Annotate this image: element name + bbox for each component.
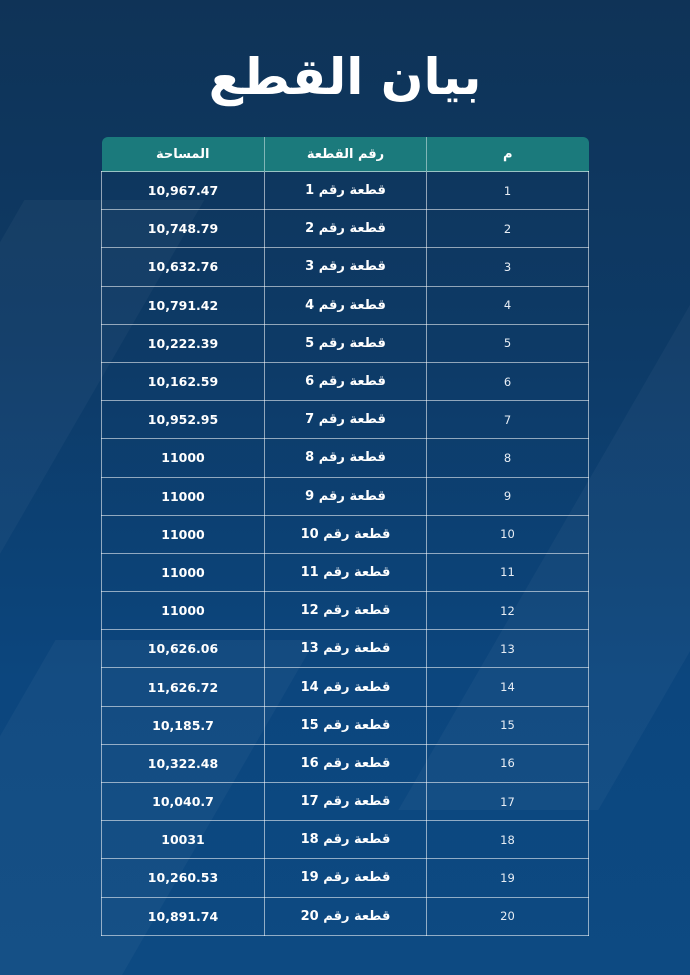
row-index: 13 [427,630,589,668]
row-index: 14 [427,668,589,706]
row-index: 11 [427,553,589,591]
table-row [102,401,589,439]
row-area: 10,185.7 [102,706,265,744]
row-area: 11000 [102,592,265,630]
row-plot-number: قطعة رقم 3 [265,248,427,286]
table-row [102,248,589,286]
page-title: بيان القطع [208,48,482,106]
row-index: 19 [427,859,589,897]
row-index: 4 [427,286,589,324]
row-index: 3 [427,248,589,286]
row-plot-number: قطعة رقم 20 [265,897,427,935]
row-index: 17 [427,783,589,821]
row-index: 15 [427,706,589,744]
row-plot-number: قطعة رقم 15 [265,706,427,744]
row-plot-number: قطعة رقم 19 [265,859,427,897]
row-plot-number: قطعة رقم 2 [265,210,427,248]
row-area: 10,162.59 [102,362,265,400]
row-index: 2 [427,210,589,248]
row-index: 12 [427,592,589,630]
row-index: 18 [427,821,589,859]
row-index: 10 [427,515,589,553]
table-row [102,859,589,897]
row-area: 10,967.47 [102,172,265,210]
table-body [102,172,589,936]
row-area: 10,632.76 [102,248,265,286]
row-area: 11000 [102,553,265,591]
header-plot-number: رقم القطعة [265,137,427,172]
table-row [102,897,589,935]
header-area: المساحة [102,137,265,172]
row-plot-number: قطعة رقم 11 [265,553,427,591]
table-row [102,324,589,362]
row-plot-number: قطعة رقم 8 [265,439,427,477]
row-index: 7 [427,401,589,439]
row-plot-number: قطعة رقم 4 [265,286,427,324]
row-area: 10,952.95 [102,401,265,439]
row-plot-number: قطعة رقم 7 [265,401,427,439]
header-row [102,137,589,172]
row-plot-number: قطعة رقم 16 [265,744,427,782]
table-row [102,668,589,706]
row-plot-number: قطعة رقم 13 [265,630,427,668]
plots-table-container [101,137,588,936]
table-row [102,172,589,210]
plots-table [101,137,589,936]
table-row [102,477,589,515]
table-row [102,362,589,400]
row-area: 10,791.42 [102,286,265,324]
table-row [102,706,589,744]
row-area: 10,322.48 [102,744,265,782]
row-index: 6 [427,362,589,400]
table-row [102,210,589,248]
table-row [102,592,589,630]
row-area: 10,222.39 [102,324,265,362]
row-area: 10,891.74 [102,897,265,935]
row-index: 8 [427,439,589,477]
row-plot-number: قطعة رقم 10 [265,515,427,553]
row-area: 10,626.06 [102,630,265,668]
row-index: 16 [427,744,589,782]
row-area: 11000 [102,439,265,477]
table-header [102,137,589,172]
table-row [102,744,589,782]
row-area: 10,040.7 [102,783,265,821]
table-row [102,286,589,324]
row-area: 10,748.79 [102,210,265,248]
row-index: 20 [427,897,589,935]
row-plot-number: قطعة رقم 12 [265,592,427,630]
table-row [102,630,589,668]
table-row [102,553,589,591]
row-index: 5 [427,324,589,362]
row-plot-number: قطعة رقم 17 [265,783,427,821]
header-index: م [427,137,589,172]
row-plot-number: قطعة رقم 14 [265,668,427,706]
row-area: 10,260.53 [102,859,265,897]
row-index: 9 [427,477,589,515]
row-plot-number: قطعة رقم 1 [265,172,427,210]
table-row [102,821,589,859]
row-plot-number: قطعة رقم 5 [265,324,427,362]
row-area: 11000 [102,477,265,515]
row-plot-number: قطعة رقم 9 [265,477,427,515]
table-row [102,439,589,477]
row-area: 11,626.72 [102,668,265,706]
row-plot-number: قطعة رقم 6 [265,362,427,400]
row-index: 1 [427,172,589,210]
table-row [102,515,589,553]
row-plot-number: قطعة رقم 18 [265,821,427,859]
row-area: 10031 [102,821,265,859]
table-row [102,783,589,821]
row-area: 11000 [102,515,265,553]
